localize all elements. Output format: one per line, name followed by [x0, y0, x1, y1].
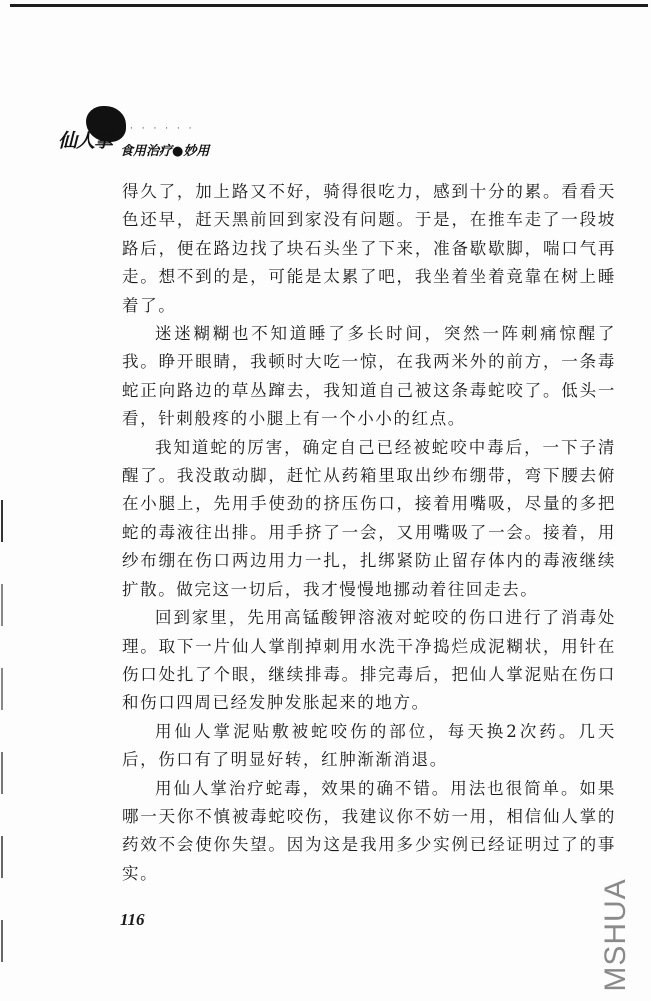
- page-number: 116: [120, 910, 145, 929]
- paragraph: 迷迷糊糊也不知道睡了多长时间，突然一阵刺痛惊醒了我。睁开眼睛，我顿时大吃一惊，在我两米外的前方，一条毒蛇正向路边的草丛蹿去，我知道自己被这条毒蛇咬了。低头一看，针刺般疼的小腿上有一个小小的红点。: [122, 324, 616, 429]
- decorative-dots: · · · · · ·: [130, 124, 195, 134]
- running-header-logo: [58, 104, 228, 160]
- scan-artifact: [1, 920, 3, 962]
- header-title: 仙人掌: [58, 130, 113, 152]
- watermark: [596, 880, 636, 990]
- paragraph: 用仙人掌泥贴敷被蛇咬伤的部位，每天换2次药。几天后，伤口有了明显好转，红肿渐渐消退。: [122, 721, 616, 770]
- paragraph: 回到家里，先用高锰酸钾溶液对蛇咬的伤口进行了消毒处理。取下一片仙人掌削掉刺用水洗干净捣烂成泥糊状，用针在伤口处扎了个眼，继续排毒。排完毒后，把仙人掌泥贴在伤口和伤口四周已经发肿发胀起来的地方。: [122, 608, 616, 713]
- header-subtitle: 食用治疗●妙用: [120, 144, 210, 159]
- top-rule: [10, 4, 648, 7]
- scan-artifact: [1, 752, 3, 794]
- scan-artifact: [1, 500, 3, 542]
- paragraph: 我知道蛇的厉害，确定自己已经被蛇咬中毒后，一下子清醒了。我没敢动脚，赶忙从药箱里取出纱布绷带，弯下腰去俯在小腿上，先用手使劲的挤压伤口，接着用嘴吸，尽量的多把蛇的毒液往出排。用手挤了一会，又用嘴吸了一会。接着，用纱布绷在伤口两边用力一扎，扎绑紧防止留存体内的毒液继续扩散。做完这一切后，我才慢慢地挪动着往回走去。: [122, 437, 616, 599]
- body-text: [122, 178, 616, 888]
- scan-artifact: [1, 836, 3, 878]
- paragraph: 得久了，加上路又不好，骑得很吃力，感到十分的累。看看天色还早，赶天黑前回到家没有问题。于是，在推车走了一段坡路后，便在路边找了块石头坐了下来，准备歇歇脚，喘口气再走。想不到的是，可能是太累了吧，我坐着坐着竟靠在树上睡着了。: [122, 182, 616, 315]
- watermark-text: MSHUA: [599, 878, 632, 992]
- paragraph: 用仙人掌治疗蛇毒，效果的确不错。用法也很简单。如果哪一天你不慎被毒蛇咬伤，我建议你不妨一用，相信仙人掌的药效不会使你失望。因为这是我用多少实例已经证明过了的事实。: [122, 778, 616, 883]
- scan-artifact: [1, 668, 3, 710]
- scan-artifact: [1, 584, 3, 626]
